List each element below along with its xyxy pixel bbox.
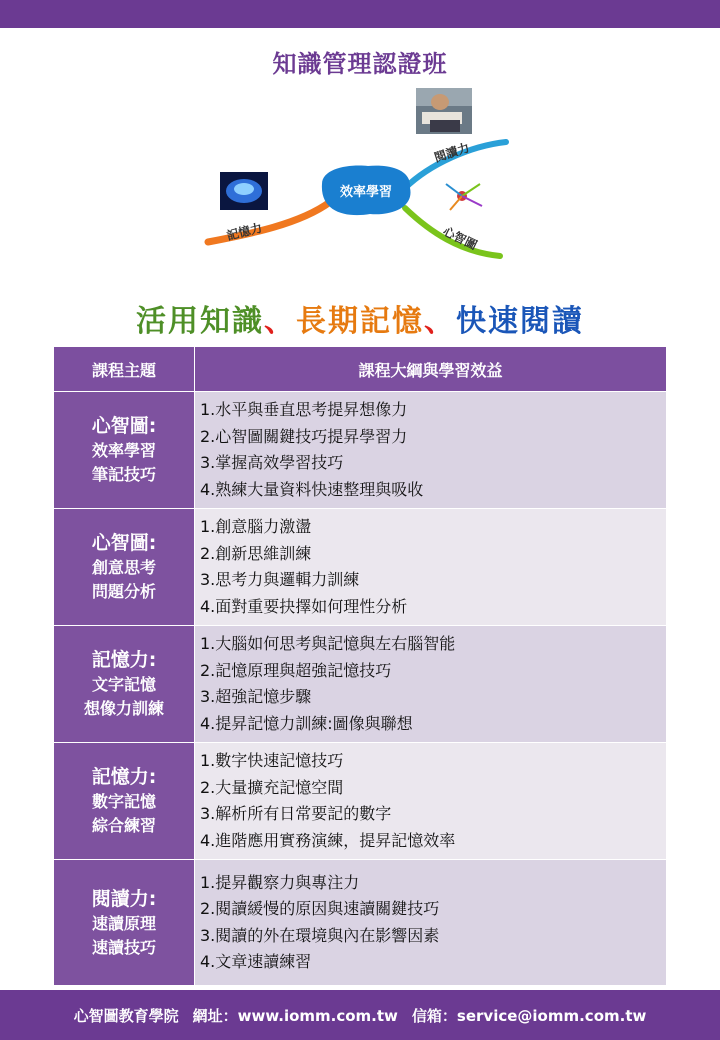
outline-item: 3.思考力與邏輯力訓練 bbox=[200, 570, 360, 589]
header-outline: 課程大綱與學習效益 bbox=[195, 347, 667, 392]
topic-sub: 創意思考 bbox=[91, 558, 156, 577]
reading-label: 閱讀力 bbox=[432, 140, 472, 165]
topic-title: 記憶力: bbox=[91, 649, 157, 671]
outline-cell bbox=[195, 743, 667, 860]
outline-item: 1.大腦如何思考與記憶與左右腦智能 bbox=[200, 634, 456, 653]
page-title: 知識管理認證班 bbox=[272, 50, 448, 78]
table-row bbox=[54, 860, 667, 986]
outline-item: 2.心智圖關鍵技巧提昇學習力 bbox=[200, 426, 408, 446]
topic-sub: 數字記憶 bbox=[91, 792, 156, 811]
topic-sub: 速讀技巧 bbox=[91, 937, 156, 957]
outline-item: 4.提昇記憶力訓練:圖像與聯想 bbox=[200, 713, 413, 733]
course-table bbox=[53, 346, 667, 986]
topic-cell bbox=[54, 860, 195, 986]
footer-org: 心智圖教育學院 bbox=[73, 1006, 179, 1025]
outline-item: 4.面對重要抉擇如何理性分析 bbox=[200, 596, 408, 616]
center-label: 效率學習 bbox=[339, 185, 393, 200]
outline-item: 3.解析所有日常要記的數字 bbox=[200, 804, 392, 823]
outline-item: 3.超強記憶步驟 bbox=[200, 687, 312, 706]
outline-item: 2.創新思維訓練 bbox=[200, 543, 312, 563]
outline-item: 3.閱讀的外在環境與內在影響因素 bbox=[200, 925, 440, 945]
top-bar bbox=[0, 0, 720, 28]
table-row bbox=[54, 509, 667, 626]
topic-title: 心智圖: bbox=[91, 415, 157, 437]
memory-label: 記憶力 bbox=[225, 220, 264, 243]
topic-sub: 文字記憶 bbox=[91, 675, 156, 694]
slogan bbox=[0, 296, 720, 340]
outline-cell bbox=[195, 626, 667, 743]
outline-item: 2.閱讀緩慢的原因與速讀關鍵技巧 bbox=[200, 899, 440, 918]
topic-cell bbox=[54, 392, 195, 509]
outline-cell bbox=[195, 392, 667, 509]
topic-title: 閱讀力: bbox=[91, 887, 157, 910]
header-topic: 課程主題 bbox=[54, 347, 195, 392]
outline-cell bbox=[195, 509, 667, 626]
table-row bbox=[54, 626, 667, 743]
topic-title: 記憶力: bbox=[91, 766, 157, 788]
outline-item: 4.進階應用實務演練，提昇記憶效率 bbox=[200, 830, 456, 850]
topic-sub: 想像力訓練 bbox=[83, 699, 164, 718]
reading-photo-icon bbox=[416, 88, 472, 134]
slogan-separator-2: 、 bbox=[424, 304, 456, 339]
topic-sub: 綜合練習 bbox=[91, 816, 156, 835]
topic-cell bbox=[54, 743, 195, 860]
slogan-part-3: 快速閱讀 bbox=[456, 304, 584, 339]
slogan-part-2: 長期記憶 bbox=[296, 304, 424, 339]
mindmap-label: 心智圖 bbox=[440, 224, 480, 253]
outline-item: 1.數字快速記憶技巧 bbox=[200, 751, 344, 770]
outline-item: 4.熟練大量資料快速整理與吸收 bbox=[200, 479, 424, 499]
topic-cell bbox=[54, 626, 195, 743]
table-header-row bbox=[54, 347, 667, 392]
mindmap-diagram bbox=[200, 84, 520, 274]
slogan-part-1: 活用知識 bbox=[136, 304, 264, 339]
footer-bar bbox=[0, 990, 720, 1040]
footer-website[interactable]: 網址：www.iomm.com.tw bbox=[192, 1006, 398, 1025]
outline-item: 2.大量擴充記憶空間 bbox=[200, 777, 344, 797]
topic-sub: 筆記技巧 bbox=[91, 465, 156, 484]
topic-sub: 效率學習 bbox=[91, 441, 156, 460]
footer-email[interactable]: 信箱：service@iomm.com.tw bbox=[411, 1006, 647, 1025]
topic-title: 心智圖: bbox=[91, 532, 157, 554]
topic-sub: 速讀原理 bbox=[91, 913, 156, 933]
outline-item: 3.掌握高效學習技巧 bbox=[200, 453, 344, 472]
outline-item: 1.創意腦力激盪 bbox=[200, 517, 312, 536]
mindmap-thumbnail-icon bbox=[446, 184, 482, 210]
outline-cell bbox=[195, 860, 667, 986]
slogan-separator-1: 、 bbox=[264, 304, 296, 339]
table-row bbox=[54, 392, 667, 509]
brain-icon bbox=[220, 172, 268, 210]
outline-item: 4.文章速讀練習 bbox=[200, 952, 312, 971]
outline-item: 1.提昇觀察力與專注力 bbox=[200, 872, 360, 892]
outline-item: 1.水平與垂直思考提昇想像力 bbox=[200, 400, 408, 419]
outline-item: 2.記憶原理與超強記憶技巧 bbox=[200, 660, 392, 680]
topic-cell bbox=[54, 509, 195, 626]
topic-sub: 問題分析 bbox=[91, 582, 156, 601]
table-row bbox=[54, 743, 667, 860]
